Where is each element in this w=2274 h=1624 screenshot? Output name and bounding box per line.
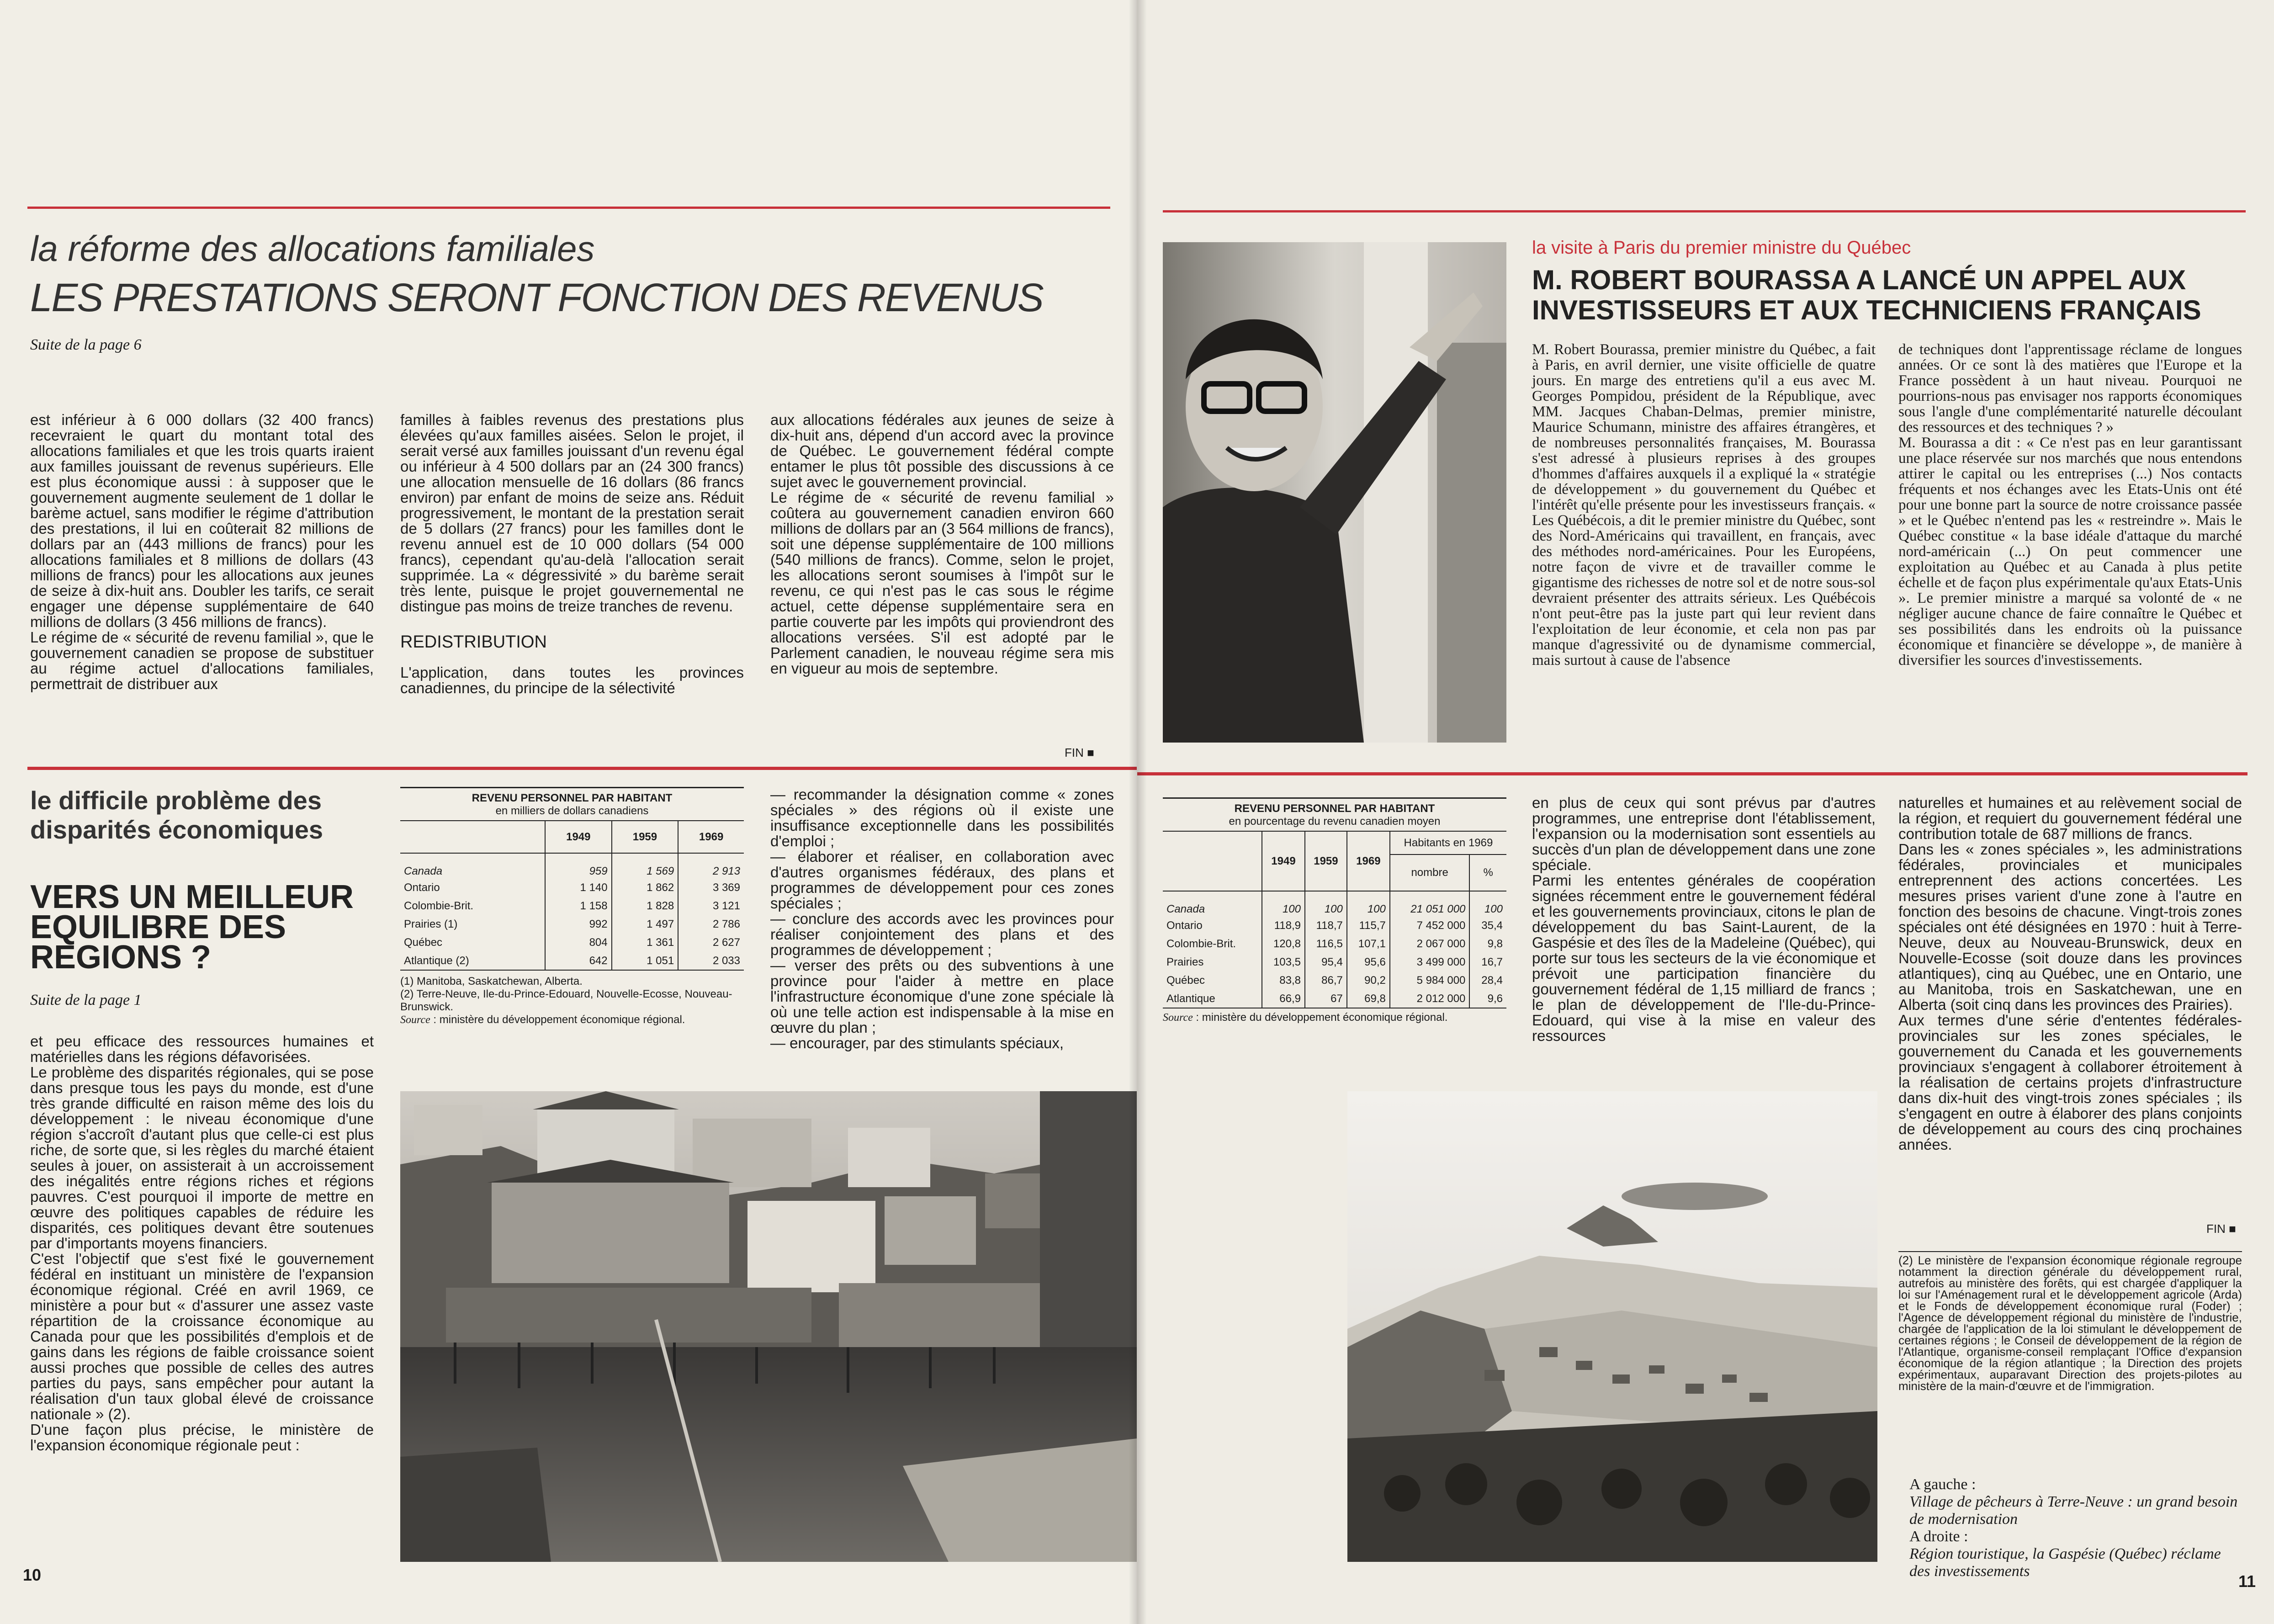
table-cell: 100: [1347, 891, 1390, 917]
table-cell: 100: [1469, 891, 1506, 917]
footnote: (2) Le ministère de l'expansion économique régionale regroupe notamment la direction générale du développement rural, autrefois au ministère des forêts, qui est chargée d'appliquer la loi sur l'Aménagement rural et le développement agricole (Arda) et le Fonds de développement économique rural (Foder) ; l'Agence de développement régional du ministère de l'industrie, chargée de l'application de la loi stimulant le développement de certaines régions ; le Conseil de développement de la région de l'Atlantique, organisme-conseil remplaçant l'Office d'expansion économique de la région atlantique ; la Direction des projets expérimentaux, auparavant Direction des projets-pilotes au ministère de la main-d'œuvre et de l'immigration.: [1898, 1251, 2242, 1392]
column-header: %: [1469, 854, 1506, 891]
red-rule: [27, 207, 1110, 209]
gaspesie-image: [1347, 1091, 1877, 1562]
row-label: Ontario: [1166, 919, 1203, 932]
table-subtitle: en pourcentage du revenu canadien moyen: [1163, 815, 1506, 832]
source-text: : ministère du développement économique régional.: [430, 1014, 685, 1026]
article2-continuation-column-1: en plus de ceux qui sont prévus par d'autres programmes, une entreprise dont l'établissement, l'expansion ou la modernisation sont essentiels au succès d'un plan de développement dans une zone spéciale. Parmi les ententes générales de coopération signées récemment entre le gouvernement fédéral et les gouvernements provinciaux, citons le plan de développement du bas Saint-Laurent, de la Gaspésie et des îles de la Madeleine (Québec), qui porte sur tous les secteurs de la vie économique et prévoit une participation financière du gouvernement fédéral de 1,15 milliard de francs ; le plan de développement de l'Ile-du-Prince-Edouard, qui vise à la mise en valeur des ressources: [1532, 794, 1876, 1044]
fishing-village-image: [400, 1091, 1137, 1562]
article2-body: et peu efficace des ressources humaines et matérielles dans les régions défavorisées. Le problème des disparités régionales, qui se pose dans presque tous les pays du monde, est d'une très grande difficulté en raison même des lois du développement : le niveau économique d'une région s'accroît d'autant plus que celle-ci est plus riche, de sorte que, si les règles du marché étaient seules à jouer, on assisterait à un accroissement des inégalités entre régions riches et régions pauvres. C'est pourquoi il importe de mettre en œuvre des politiques capables de réduire les disparités, ces politiques devant être soutenues par d'importants moyens financiers. C'est l'objectif que s'est fixé le gouvernement fédéral en instituant un ministère de l'expansion économique régional. Créé en avril 1969, ce ministère a pour but « d'assurer une assez vaste répartition de la croissance économique au Canada pour que les possibilités d'emplois et de gains dans les régions de faible croissance soient aussi proches que possible de celles des autres parties du pays, sans empêcher pour autant la réalisation d'un taux global élevé de croissance nationale » (2). D'une façon plus précise, le ministère de l'expansion économique régionale peut :: [30, 1033, 374, 1454]
table-cell: 21 051 000: [1390, 891, 1470, 917]
table-cell: 69,8: [1347, 990, 1390, 1008]
table-cell: 1 140: [545, 879, 612, 897]
table-cell: 642: [545, 952, 612, 970]
table-cell: 2 012 000: [1390, 990, 1470, 1008]
table-cell: 3 121: [678, 897, 744, 915]
table-cell: 3 369: [678, 879, 744, 897]
source-text: : ministère du développement économique régional.: [1193, 1011, 1448, 1024]
row-label: Colombie-Brit.: [1166, 938, 1236, 950]
table-cell: 107,1: [1347, 935, 1390, 953]
table-cell: 100: [1262, 891, 1305, 917]
table-cell: 100: [1305, 891, 1347, 917]
table-cell: 90,2: [1347, 971, 1390, 990]
table-cell: 118,9: [1262, 917, 1305, 935]
article1-column-3: aux allocations fédérales aux jeunes de seize à dix-huit ans, dépend d'un accord avec la province de Québec. Le gouvernement fédéral compte entamer le plus tôt possible des discussions à ce sujet avec le gouvernement provincial. Le régime de « sécurité de revenu familial » coûtera au gouvernement canadien environ 660 millions de dollars par an (3 564 millions de francs), soit une dépense supplémentaire de 100 millions (540 millions de francs). Comme, selon le projet, les allocations seront soumises à l'impôt sur le revenu, ce qui n'est pas le cas sous le régime actuel, cette dépense supplémentaire sera en partie couverte par les impôts qui proviendront des allocations versées. S'il est adopté par le Parlement canadien, le nouveau régime sera mis en vigueur au mois de septembre.: [770, 411, 1114, 677]
page-number: 10: [23, 1566, 42, 1584]
article1-column-2: [400, 412, 744, 696]
red-rule: [1163, 210, 2246, 212]
table-cell: 95,4: [1305, 953, 1347, 971]
article-headline: M. ROBERT BOURASSA A LANCÉ UN APPEL AUX INVESTISSEURS ET AUX TECHNICIENS FRANÇAIS: [1532, 265, 2201, 325]
article2-kicker: le difficile problème des disparités économiques: [30, 786, 323, 844]
caption-text-right: Région touristique, la Gaspésie (Québec) réclame des investissements: [1909, 1545, 2221, 1580]
column-group-header: Habitants en 1969: [1390, 832, 1506, 854]
column-header: 1949: [545, 821, 612, 853]
table-cell: 28,4: [1469, 971, 1506, 990]
row-label: Ontario: [404, 881, 440, 894]
red-rule: [1137, 772, 2247, 775]
table-cell: 103,5: [1262, 953, 1305, 971]
table-row: [400, 915, 744, 934]
table-subtitle: en milliers de dollars canadiens: [400, 805, 744, 821]
column-header: 1949: [1262, 832, 1305, 891]
table-cell: 1 051: [612, 952, 678, 970]
article-column-1: M. Robert Bourassa, premier ministre du Québec, a fait à Paris, en avril dernier, une visite officielle de quatre jours. En marge des entretiens qu'il a eus avec M. Georges Pompidou, président de la République, avec MM. Jacques Chaban-Delmas, premier ministre, Maurice Schumann, ministre des affaires étrangères, et de nombreuses personnalités françaises, M. Bourassa s'est adressé à plusieurs reprises à des groupes d'hommes d'affaires auxquels il a expliqué la « stratégie de développement » du gouvernement du Québec et l'intérêt qu'elle présente pour les investisseurs français. « Les Québécois, a dit le premier ministre du Québec, sont des Nord-Américains qui travaillent, en français, avec des méthodes nord-américaines. Pour les Européens, notre façon de vivre et de travailler comme le gigantisme des richesses de notre sol et de notre sous-sol devraient présenter des attraits sérieux. Les Québécois n'ont peut-être pas la juste part qui leur revient dans l'exploitation de leur économie, et cela non pas par manque d'agressivité ou de dynamisme commercial, mais surtout à cause de l'absence: [1532, 341, 1876, 669]
row-label: Atlantique: [1166, 992, 1215, 1005]
article2-suite: Suite de la page 1: [30, 992, 142, 1008]
article1-end-mark: FIN ■: [1065, 746, 1094, 759]
caption-text-left: Village de pêcheurs à Terre-Neuve : un grand besoin de modernisation: [1909, 1493, 2238, 1528]
table-source: [1163, 1011, 1506, 1024]
table-cell: 1 158: [545, 897, 612, 915]
spine-shadow: [1129, 0, 1147, 1624]
table-cell: 86,7: [1305, 971, 1347, 990]
row-label: Canada: [404, 865, 443, 877]
article-kicker: la visite à Paris du premier ministre du Québec: [1532, 238, 1911, 258]
gaspesie-photo: [1347, 1091, 1877, 1562]
table-row: [1163, 917, 1506, 935]
article1-column-2-text-b: L'application, dans toutes les provinces canadiennes, du principe de la sélectivité: [400, 664, 744, 696]
table-row: [1163, 990, 1506, 1008]
row-label: Prairies (1): [404, 918, 458, 930]
row-label: Prairies: [1166, 956, 1204, 968]
table-cell: 804: [545, 934, 612, 952]
table-income-dollars: [400, 787, 744, 1026]
column-header: 1959: [612, 821, 678, 853]
table-cell: 992: [545, 915, 612, 934]
article1-suite: Suite de la page 6: [30, 336, 142, 353]
table-cell: 959: [545, 853, 612, 879]
table-cell: 5 984 000: [1390, 971, 1470, 990]
article1-column-1: est inférieur à 6 000 dollars (32 400 francs) recevraient le quart du montant total des allocations familiales et que les trois quarts iraient aux familles jouissant de revenus supérieurs. Elle est plus économique aussi : à supposer que le gouvernement augmente seulement de 1 dollar le barème actuel, sans modifier le régime d'attribution des prestations, il lui en coûterait 82 millions de dollars par an (443 millions de francs) pour les allocations familiales et 8 millions de dollars (43 millions de francs) pour les allocations aux jeunes de seize à dix-huit ans. Doubler les tarifs, ce serait engager une dépense supplémentaire de 640 millions de dollars (3 456 millions de francs). Le régime de « sécurité de revenu familial », que le gouvernement canadien se propose de substituer au régime actuel d'allocations familiales, permettrait de distribuer aux: [30, 411, 374, 692]
article1-kicker: la réforme des allocations familiales: [30, 228, 595, 269]
column-header: 1969: [678, 821, 744, 853]
table-cell: 16,7: [1469, 953, 1506, 971]
table-row: [1163, 891, 1506, 917]
table-title: REVENU PERSONNEL PAR HABITANT: [1163, 797, 1506, 815]
table-grid: [1163, 832, 1506, 1008]
table-grid: [400, 821, 744, 971]
table-cell: 1 361: [612, 934, 678, 952]
table-notes: (1) Manitoba, Saskatchewan, Alberta. (2) Terre-Neuve, Ile-du-Prince-Edouard, Nouvelle-Ecosse, Nouveau-Brunswick.: [400, 975, 732, 1013]
caption-label-right: A droite :: [1909, 1528, 1968, 1545]
table-cell: 3 499 000: [1390, 953, 1470, 971]
row-label: Canada: [1166, 903, 1205, 915]
red-rule: [27, 767, 1137, 770]
table-cell: 2 627: [678, 934, 744, 952]
row-label: Québec: [404, 936, 443, 949]
row-label: Québec: [1166, 974, 1205, 987]
table-cell: 35,4: [1469, 917, 1506, 935]
table-cell: 9,8: [1469, 935, 1506, 953]
table-row: [400, 879, 744, 897]
table-cell: 7 452 000: [1390, 917, 1470, 935]
column-header: 1969: [1347, 832, 1390, 891]
row-label: Colombie-Brit.: [404, 900, 474, 912]
article2-continuation-column-2: naturelles et humaines et au relèvement social de la région, et requiert du gouvernement fédéral une contribution totale de 687 millions de francs. Dans les « zones spéciales », les administrations fédérales, provinciales et municipales entreprennent des actions concertées. Les mesures prises varient d'une zone à l'autre en fonction des besoins de chacune. Vingt-trois zones spéciales ont été désignées en 1970 : huit à Terre-Neuve, deux au Nouveau-Brunswick, deux en Nouvelle-Ecosse (soit douze dans les provinces atlantiques), cinq au Québec, une en Ontario, une au Manitoba, trois en Saskatchewan, une en Alberta (soit cinq dans les provinces des Prairies). Aux termes d'une série d'ententes fédérales-provinciales sur les zones spéciales, le gouvernement du Canada et les gouvernements provinciaux s'engagent à collaborer étroitement à la réalisation de certains projets d'infrastructure dans dix-huit des vingt-trois zones spéciales ; ils s'engagent en outre à élaborer des plans conjoints de développement au cours des cinq prochaines années.: [1898, 794, 2242, 1153]
table-row: [1163, 971, 1506, 990]
article1-column-2-text: familles à faibles revenus des prestations plus élevées qu'aux familles aisées. Selon le projet, il serait versé aux familles jouissant d'un revenu égal ou inférieur à 4 500 dollars par an (24 300 francs) une allocation mensuelle de 16 dollars (86 francs environ) par enfant de moins de seize ans. Réduit progressivement, le montant de la prestation serait de 5 dollars (27 francs) pour les familles dont le revenu annuel est de 10 000 dollars (54 000 francs), cependant qu'au-delà l'allocation serait supprimée. La « dégressivité » du barème serait très lente, puisque le projet gouvernemental ne distingue pas moins de treize tranches de revenu.: [400, 411, 744, 615]
right-page: [1137, 0, 2274, 1624]
fishing-village-photo: [400, 1091, 1137, 1562]
article2-list: — recommander la désignation comme « zones spéciales » des régions où il existe une insuffisance exceptionnelle dans les possibilités d'emploi ; — élaborer et réaliser, en collaboration avec d'autres organismes fédéraux, des plans et programmes de développement pour ces zones spéciales ; — conclure des accords avec les provinces pour réaliser conjointement des plans et des programmes de développement ; — verser des prêts ou des subventions à une province pour l'aider à mettre en place l'infrastructure économique d'une zone spéciale là où une telle action est indispensable à la mise en œuvre du plan ; — encourager, par des stimulants spéciaux,: [770, 786, 1114, 1051]
table-cell: 1 828: [612, 897, 678, 915]
caption-label-left: A gauche :: [1909, 1476, 1976, 1493]
table-row: [400, 853, 744, 879]
table-cell: 83,8: [1262, 971, 1305, 990]
table-cell: 1 569: [612, 853, 678, 879]
table-cell: 1 497: [612, 915, 678, 934]
table-cell: 118,7: [1305, 917, 1347, 935]
table-income-percent: [1163, 797, 1506, 1024]
article1-subhead: REDISTRIBUTION: [400, 632, 547, 652]
table-cell: 2 913: [678, 853, 744, 879]
table-cell: 9,6: [1469, 990, 1506, 1008]
table-cell: 116,5: [1305, 935, 1347, 953]
table-row: [400, 897, 744, 915]
table-cell: 120,8: [1262, 935, 1305, 953]
table-source: [400, 1014, 744, 1026]
table-row: [1163, 953, 1506, 971]
table-cell: 1 862: [612, 879, 678, 897]
table-cell: 2 067 000: [1390, 935, 1470, 953]
column-header: nombre: [1390, 854, 1470, 891]
table-cell: 2 033: [678, 952, 744, 970]
table-title: REVENU PERSONNEL PAR HABITANT: [400, 787, 744, 805]
column-header: 1959: [1305, 832, 1347, 891]
portrait-image: [1163, 242, 1506, 743]
article-column-2: de techniques dont l'apprentissage réclame de longues années. Or ce sont là des matières que l'Europe et la France possèdent à un haut niveau. Pourquoi ne pourrions-nous pas envisager nos rapports économiques sous l'angle d'une complémentarité naturelle découlant des ressources et des techniques ? » M. Bourassa a dit : « Ce n'est pas en leur garantissant une place réservée sur nos marchés que nous entendons attirer le capital ou les entreprises (...) Nos contacts fréquents et nos échanges avec les Etats-Unis ont été pour une bonne part la source de notre croissance passée » et le Québec n'entend pas les « restreindre ». Mais le Québec constitue « la base idéale d'attaque du marché nord-américain (...) On peut commencer une exploitation au Québec et au Canada à plus petite échelle et de façon plus expérimentale qu'aux Etats-Unis ». Le premier ministre a marqué sa volonté de « ne négliger aucune chance de faire connaître le Québec et ses possibilités dans les endroits où la puissance économique et financière se développe », de manière à diversifier les sources d'investissements.: [1898, 341, 2242, 669]
table-cell: 2 786: [678, 915, 744, 934]
source-label: Source: [400, 1014, 430, 1026]
article2-headline: VERS UN MEILLEUR EQUILIBRE DES REGIONS ?: [30, 879, 354, 976]
table-cell: 66,9: [1262, 990, 1305, 1008]
bourassa-portrait-photo: [1163, 242, 1506, 743]
article1-headline: LES PRESTATIONS SERONT FONCTION DES REVENUS: [30, 276, 1043, 320]
table-row: [400, 934, 744, 952]
table-cell: 115,7: [1347, 917, 1390, 935]
table-cell: 67: [1305, 990, 1347, 1008]
page-number: 11: [2238, 1572, 2256, 1591]
table-row: [1163, 935, 1506, 953]
row-label: Atlantique (2): [404, 954, 469, 967]
source-label: Source: [1163, 1012, 1193, 1024]
photo-captions: [1909, 1476, 2238, 1580]
article2-end-mark: FIN ■: [2206, 1222, 2236, 1236]
table-row: [400, 952, 744, 970]
table-cell: 95,6: [1347, 953, 1390, 971]
